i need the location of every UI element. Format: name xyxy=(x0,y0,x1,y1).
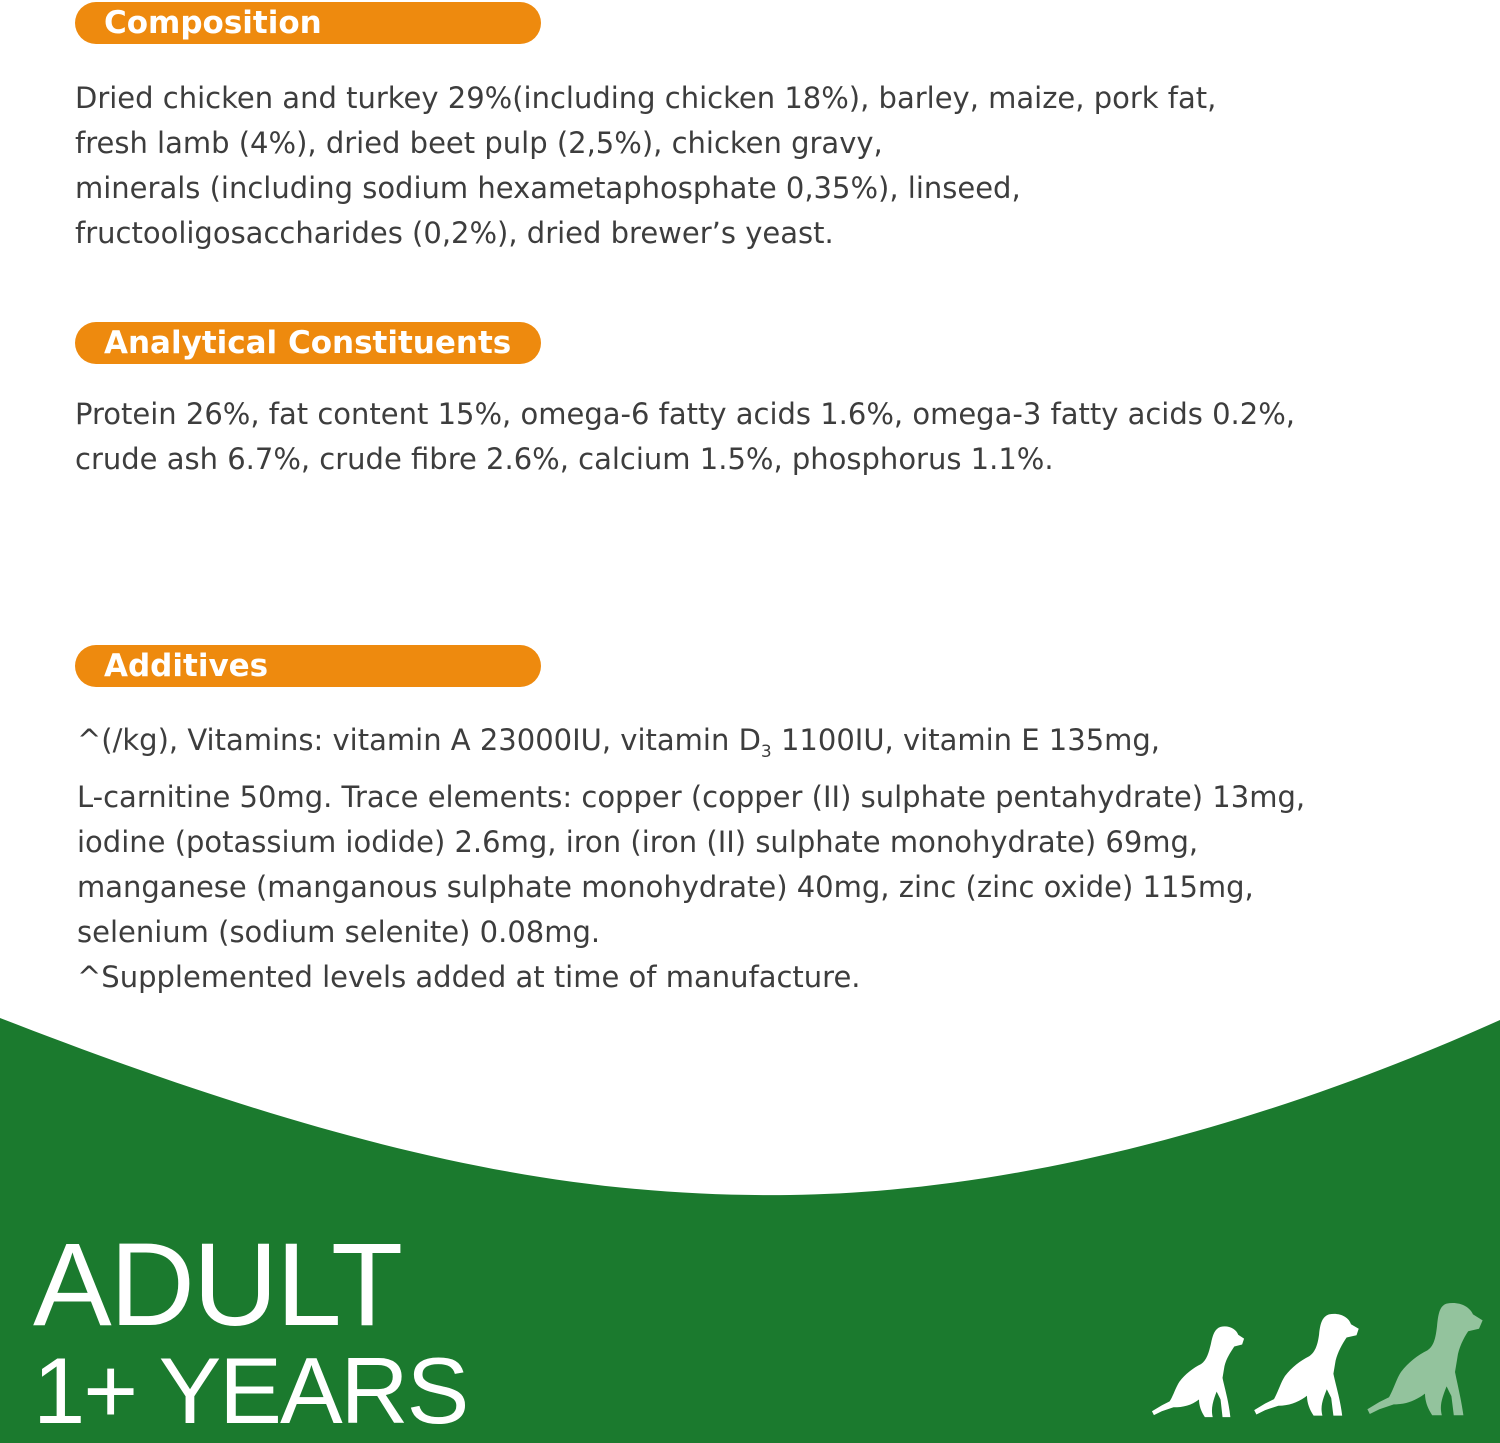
medium-dog-icon xyxy=(1252,1308,1362,1422)
additives-line: L-carnitine 50mg. Trace elements: copper (copper (II) sulphate pentahydrate) 13mg, xyxy=(77,779,1306,814)
additives-line-part: ^(/kg), Vitamins: vitamin A 23000IU, vitamin D xyxy=(77,723,761,757)
analytical-line: Protein 26%, fat content 15%, omega-6 fatty acids 1.6%, omega-3 fatty acids 0.2%, xyxy=(75,397,1295,431)
additives-subscript: 3 xyxy=(760,741,772,762)
additives-line-part: 1100IU, vitamin E 135mg, xyxy=(771,723,1161,757)
analytical-line: crude ash 6.7%, crude fibre 2.6%, calcium 1.5%, phosphorus 1.1%. xyxy=(75,442,1054,476)
large-dog-icon xyxy=(1365,1298,1485,1422)
additives-line: iodine (potassium iodide) 2.6mg, iron (iron (II) sulphate monohydrate) 69mg, xyxy=(77,824,1199,859)
additives-line: selenium (sodium selenite) 0.08mg. xyxy=(77,914,601,949)
banner-subtitle: 1+ YEARS xyxy=(33,1338,468,1443)
composition-heading: Composition xyxy=(75,2,541,44)
analytical-heading: Analytical Constituents xyxy=(75,322,541,364)
banner-title: ADULT xyxy=(33,1219,402,1351)
additives-line: manganese (manganous sulphate monohydrate) 40mg, zinc (zinc oxide) 115mg, xyxy=(77,869,1254,904)
composition-line: fructooligosaccharides (0,2%), dried brewer’s yeast. xyxy=(75,216,834,250)
composition-line: minerals (including sodium hexametaphosphate 0,35%), linseed, xyxy=(75,171,1021,205)
small-dog-icon xyxy=(1150,1322,1248,1422)
additives-line: ^Supplemented levels added at time of manufacture. xyxy=(77,959,861,994)
composition-line: fresh lamb (4%), dried beet pulp (2,5%), chicken gravy, xyxy=(75,126,883,160)
composition-line: Dried chicken and turkey 29%(including chicken 18%), barley, maize, pork fat, xyxy=(75,81,1217,115)
additives-heading: Additives xyxy=(75,645,541,687)
